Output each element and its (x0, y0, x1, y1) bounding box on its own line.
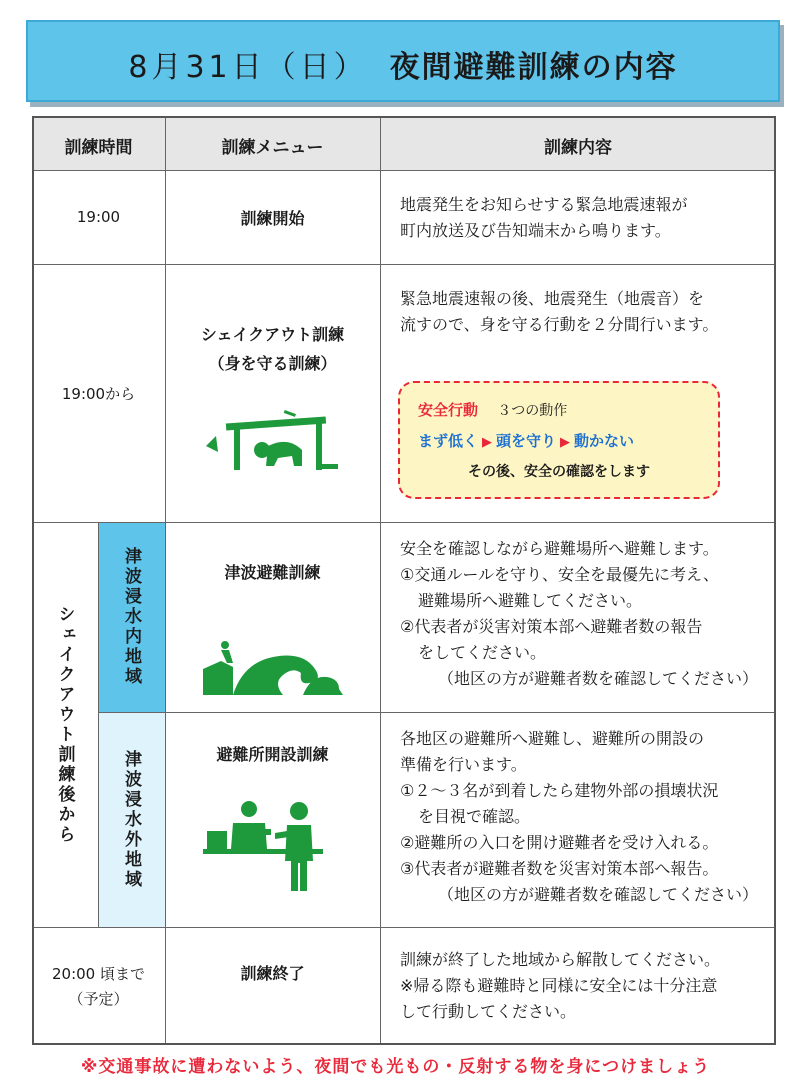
table-frame (32, 116, 776, 1045)
zone-label-inland: 津波浸水内地域 (98, 522, 165, 712)
play-arrow-icon: ▶ (560, 435, 571, 450)
content-line: （地区の方が避難者数を確認してください） (438, 669, 759, 688)
menu-start: 訓練開始 (240, 208, 305, 228)
title-banner (26, 20, 780, 102)
content-line: をしてください。 (418, 643, 547, 662)
play-arrow-icon: ▶ (482, 435, 493, 450)
zone-label-outland: 津波浸水外地域 (98, 712, 165, 927)
content-line: 避難場所へ避難してください。 (418, 591, 643, 610)
menu-end: 訓練終了 (240, 964, 305, 983)
action-step: まず低く (418, 432, 479, 450)
content-line: して行動してください。 (400, 1002, 577, 1021)
action-steps (418, 430, 718, 451)
footer-warning: ※交通事故に遭わないよう、夜間でも光もの・反射する物を身につけましょう (80, 1057, 711, 1077)
content-line: ①２～３名が到着したら建物外部の損壊状況 (400, 781, 719, 800)
safety-action-box (398, 381, 720, 499)
menu-tsunami-title: 津波避難訓練 (224, 563, 321, 582)
content-line: ③代表者が避難者数を災害対策本部へ報告。 (400, 859, 719, 878)
content-line: 流すので、身を守る行動を２分間行います。 (400, 315, 719, 334)
content-line: （地区の方が避難者数を確認してください） (438, 885, 759, 904)
time-end-text: 20:00 頃まで (52, 965, 145, 983)
page-title: 夜間避難訓練の内容 (389, 50, 678, 85)
header-menu: 訓練メニュー (165, 116, 380, 170)
group-label-after-shakeout: シェイクアウト訓練後から (54, 604, 75, 845)
action-after: その後、安全の確認をします (468, 464, 650, 480)
time-shakeout-text: 19:00から (61, 384, 136, 403)
time-end-sub: （予定） (68, 990, 129, 1008)
content-line: 準備を行います。 (400, 755, 527, 774)
schedule-table (32, 116, 776, 1045)
action-title-row (418, 399, 718, 420)
time-start-text: 19:00 (76, 208, 121, 226)
menu-shakeout-title: シェイクアウト訓練 (200, 325, 345, 344)
content-line: 地震発生をお知らせする緊急地震速報が (400, 195, 688, 214)
header-time: 訓練時間 (32, 116, 165, 170)
content-line: 安全を確認しながら避難場所へ避難します。 (400, 539, 719, 558)
content-line: 各地区の避難所へ避難し、避難所の開設の (400, 729, 705, 748)
content-line: ①交通ルールを守り、安全を最優先に考え、 (400, 565, 719, 584)
action-subtitle: ３つの動作 (497, 403, 568, 419)
content-line: ②代表者が災害対策本部へ避難者数の報告 (400, 617, 703, 636)
header-content: 訓練内容 (380, 116, 776, 170)
content-line: 訓練が終了した地域から解散してください。 (400, 950, 721, 969)
menu-shelter-title: 避難所開設訓練 (216, 745, 329, 764)
content-line: を目視で確認。 (418, 807, 531, 826)
action-title: 安全行動 (418, 401, 479, 419)
action-step: 動かない (574, 432, 635, 450)
menu-shakeout-sub: （身を守る訓練） (208, 354, 337, 373)
title-date: 8月31日（日） (128, 50, 368, 85)
content-line: 緊急地震速報の後、地震発生（地震音）を (400, 289, 705, 308)
content-line: 町内放送及び告知端末から鳴ります。 (400, 221, 671, 240)
action-step: 頭を守り (496, 432, 557, 450)
content-line: ②避難所の入口を開け避難者を受け入れる。 (400, 833, 719, 852)
content-line: ※帰る際も避難時と同様に安全には十分注意 (400, 976, 718, 995)
